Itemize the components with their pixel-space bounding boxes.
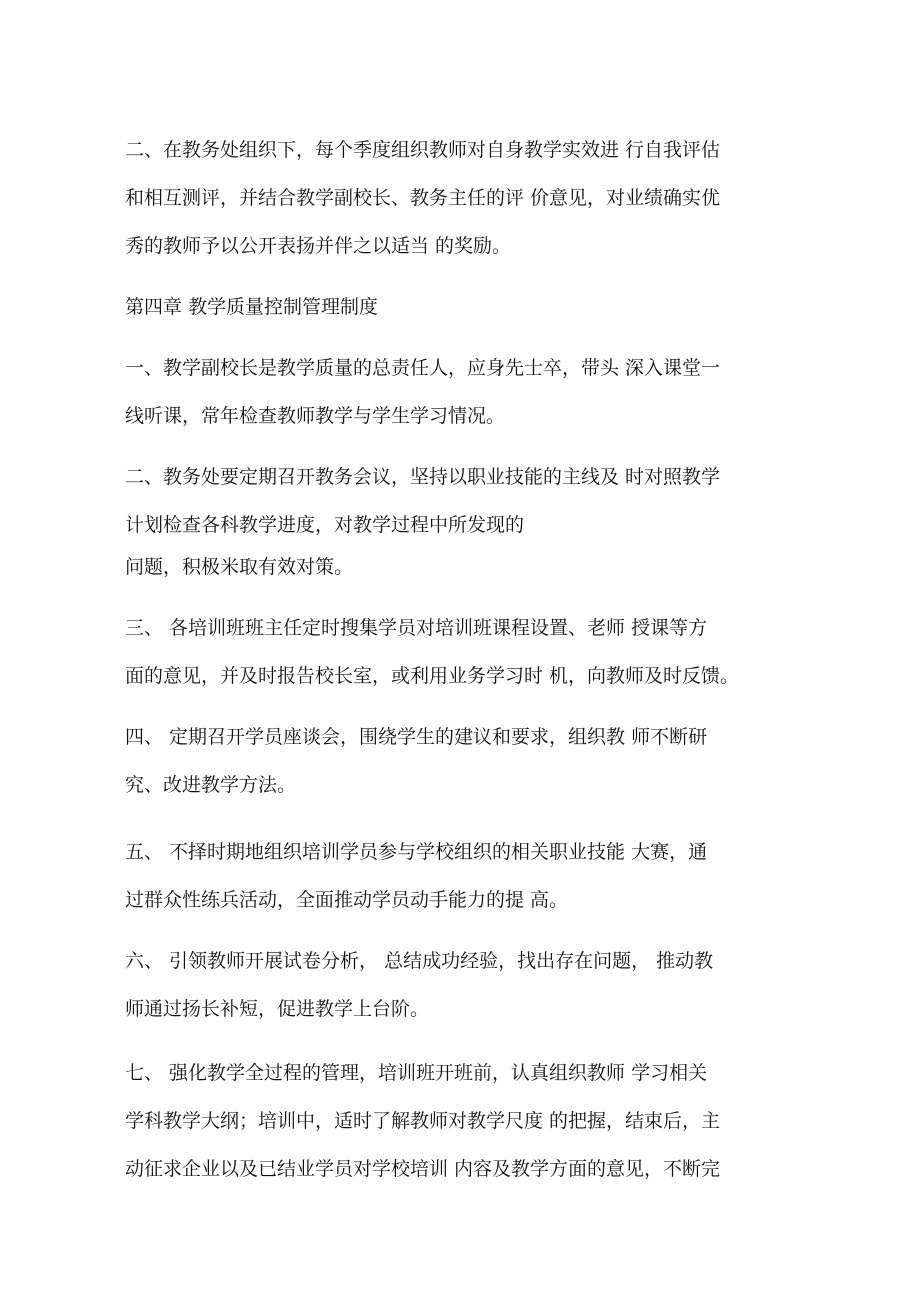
paragraph-line: 面的意见，并及时报告校长室，或利用业务学习时 机，向教师及时反馈。 [125, 665, 740, 687]
paragraph-line: 动征求企业以及已结业学员对学校培训 内容及教学方面的意见，不断完 [125, 1158, 721, 1180]
paragraph-line: 和相互测评，并结合教学副校长、教务主任的评 价意见，对业绩确实优 [125, 187, 721, 209]
paragraph-line: 究、改进教学方法。 [125, 774, 297, 796]
paragraph-line: 六、 引领教师开展试卷分析， 总结成功经验，找出存在问题， 推动教 [125, 950, 714, 972]
paragraph-line: 四、 定期召开学员座谈会，围绕学生的建议和要求，组织教 师不断研 [125, 726, 708, 748]
paragraph-line: 三、 各培训班班主任定时搜集学员对培训班课程设置、老师 授课等方 [125, 617, 708, 639]
paragraph-line: 一、教学副校长是教学质量的总责任人，应身先士卒，带头 深入课堂一 [125, 357, 721, 379]
paragraph-line: 秀的教师予以公开表扬并伴之以适当 的奖励。 [125, 235, 512, 257]
paragraph-line: 五、 不择时期地组织培训学员参与学校组织的相关职业技能 大赛，通 [125, 841, 708, 863]
chapter-heading: 第四章 教学质量控制管理制度 [125, 296, 379, 318]
paragraph-line: 师通过扬长补短，促进教学上台阶。 [125, 998, 430, 1020]
paragraph-line: 问题，积极米取有效对策。 [125, 556, 354, 578]
paragraph-line: 二、在教务处组织下，每个季度组织教师对自身教学实效进 行自我评估 [125, 139, 721, 161]
paragraph-line: 过群众性练兵活动，全面推动学员动手能力的提 高。 [125, 889, 569, 911]
paragraph-line: 计划检查各科教学进度，对教学过程中所发现的 [125, 514, 525, 536]
paragraph-line: 线听课，常年检查教师教学与学生学习情况。 [125, 405, 506, 427]
paragraph-line: 七、 强化教学全过程的管理，培训班开班前，认真组织教师 学习相关 [125, 1062, 708, 1084]
paragraph-line: 二、教务处要定期召开教务会议，坚持以职业技能的主线及 时对照教学 [125, 466, 721, 488]
paragraph-line: 学科教学大纲；培训中，适时了解教师对教学尺度 的把握，结束后，主 [125, 1110, 721, 1132]
